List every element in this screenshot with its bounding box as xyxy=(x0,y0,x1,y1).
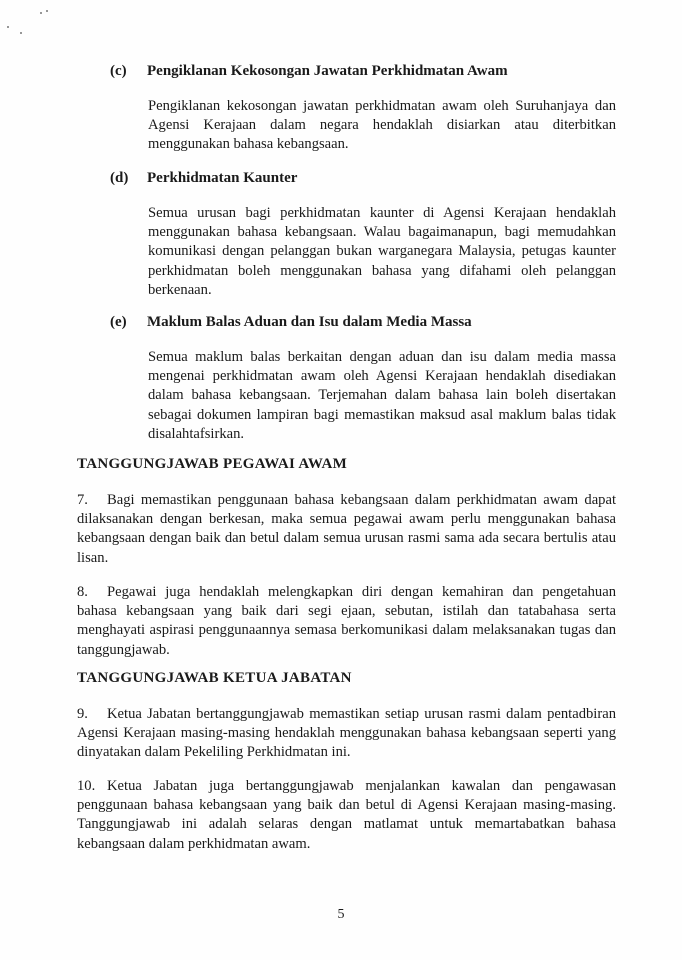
paragraph-text: Ketua Jabatan juga bertanggungjawab menjalankan kawalan dan pengawasan penggunaan bahasa kebangsaan yang baik dan betul di Agensi Kerajaan masing-masing. Tanggungjawab ini adalah selaras dengan matlamat untuk memartabatkan bahasa kebangsaan dalam perkhidmatan awam. xyxy=(77,778,616,852)
section-d-body: Semua urusan bagi perkhidmatan kaunter di Agensi Kerajaan hendaklah menggunakan bahasa kebangsaan. Walau bagaimanapun, bagi memudahkan komunikasi dengan pelanggan bukan warganegara Malaysia, petugas kaunter perkhidmatan boleh menggunakan bahasa yang difahami oleh pelanggan berkenaan. xyxy=(148,205,616,298)
paragraph-10 xyxy=(77,777,616,854)
section-title: Pengiklanan Kekosongan Jawatan Perkhidmatan Awam xyxy=(147,63,508,79)
section-c-heading xyxy=(110,63,508,80)
paragraph-number: 10. xyxy=(77,778,96,794)
heading-pegawai-awam: TANGGUNGJAWAB PEGAWAI AWAM xyxy=(77,456,348,472)
paragraph-number: 9. xyxy=(77,706,88,722)
section-c-body: Pengiklanan kekosongan jawatan perkhidmatan awam oleh Suruhanjaya dan Agensi Kerajaan dalam negara hendaklah disiarkan atau diterbitkan menggunakan bahasa kebangsaan. xyxy=(148,98,616,153)
paragraph-number: 7. xyxy=(77,492,88,508)
scan-speck xyxy=(20,32,22,34)
paragraph-text: Ketua Jabatan bertanggungjawab memastikan setiap urusan rasmi dalam pentadbiran Agensi Kerajaan masing-masing hendaklah menggunakan bahasa kebangsaan seperti yang dinyatakan dalam Pekeliling Perkhidmatan ini. xyxy=(77,706,616,761)
heading-ketua-jabatan: TANGGUNGJAWAB KETUA JABATAN xyxy=(77,670,352,686)
paragraph-text: Bagi memastikan penggunaan bahasa kebangsaan dalam perkhidmatan awam dapat dilaksanakan dengan berkesan, maka semua pegawai awam perlu menggunakan bahasa kebangsaan dengan baik dan betul dalam semua urusan rasmi sama ada secara bertulis atau lisan. xyxy=(77,492,616,566)
paragraph-9 xyxy=(77,705,616,763)
section-label: (e) xyxy=(110,314,127,330)
section-d-heading xyxy=(110,170,297,187)
scan-speck xyxy=(46,10,48,12)
paragraph-8 xyxy=(77,583,616,660)
section-title: Perkhidmatan Kaunter xyxy=(147,170,298,186)
paragraph-text: Pegawai juga hendaklah melengkapkan diri dengan kemahiran dan pengetahuan bahasa kebangsaan yang baik dari segi ejaan, sebutan, istilah dan tatabahasa serta menghayati aspirasi penggunaannya semasa berkomunikasi dalam melaksanakan tugas dan tanggungjawab. xyxy=(77,584,616,658)
section-label: (c) xyxy=(110,63,127,79)
paragraph-number: 8. xyxy=(77,584,88,600)
section-e-heading xyxy=(110,314,472,331)
paragraph-7 xyxy=(77,491,616,568)
section-label: (d) xyxy=(110,170,129,186)
scan-speck xyxy=(40,12,42,14)
section-title: Maklum Balas Aduan dan Isu dalam Media Massa xyxy=(147,314,472,330)
scan-speck xyxy=(7,26,9,28)
page-number: 5 xyxy=(337,907,345,922)
section-e-body: Semua maklum balas berkaitan dengan aduan dan isu dalam media massa mengenai perkhidmatan awam oleh Agensi Kerajaan hendaklah disediakan dalam bahasa kebangsaan. Terjemahan dalam bahasa lain boleh disertakan sebagai dokumen lampiran bagi memastikan maksud asal maklum balas tidak disalahtafsirkan. xyxy=(148,349,616,442)
